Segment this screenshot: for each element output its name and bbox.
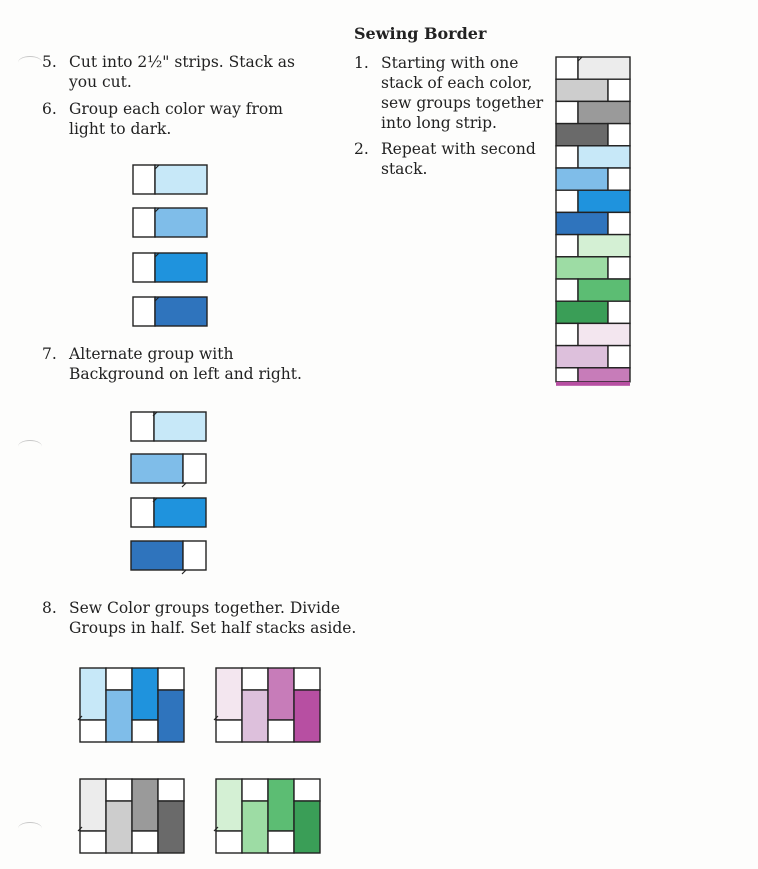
color-strip bbox=[242, 690, 268, 742]
background-square bbox=[133, 208, 155, 237]
background-square bbox=[608, 346, 630, 368]
step-number: 5. bbox=[42, 53, 57, 71]
color-strip bbox=[268, 668, 294, 720]
background-square bbox=[80, 720, 106, 742]
step-text-line: Background on left and right. bbox=[69, 365, 302, 383]
background-square bbox=[131, 412, 154, 441]
background-square bbox=[608, 301, 630, 323]
color-strip bbox=[578, 101, 630, 123]
background-square bbox=[133, 253, 155, 282]
background-square bbox=[556, 57, 578, 79]
color-strip bbox=[216, 668, 242, 720]
color-strip bbox=[578, 146, 630, 168]
border-strip-continuation bbox=[556, 382, 630, 386]
color-strip bbox=[80, 668, 106, 720]
step-number: 6. bbox=[42, 100, 57, 118]
background-square bbox=[608, 212, 630, 234]
background-square bbox=[268, 831, 294, 853]
background-square bbox=[242, 779, 268, 801]
background-square bbox=[268, 720, 294, 742]
step-text-line: sew groups together bbox=[381, 94, 544, 112]
color-strip bbox=[294, 801, 320, 853]
color-strip bbox=[242, 801, 268, 853]
color-strip bbox=[132, 668, 158, 720]
color-strip bbox=[556, 257, 608, 279]
step-number: 8. bbox=[42, 599, 57, 617]
background-square bbox=[106, 779, 132, 801]
background-square bbox=[556, 368, 578, 382]
color-strip bbox=[132, 779, 158, 831]
color-strip bbox=[131, 541, 183, 570]
step-8 bbox=[42, 598, 362, 638]
background-square bbox=[216, 720, 242, 742]
color-strip bbox=[158, 690, 184, 742]
step-text-line: Group each color way from bbox=[69, 100, 283, 118]
color-strip bbox=[155, 253, 207, 282]
color-strip bbox=[556, 124, 608, 146]
background-square bbox=[294, 779, 320, 801]
background-square bbox=[608, 257, 630, 279]
background-square bbox=[131, 498, 154, 527]
background-square bbox=[158, 779, 184, 801]
background-square bbox=[133, 297, 155, 326]
background-square bbox=[183, 541, 206, 570]
color-strip bbox=[155, 208, 207, 237]
color-strip bbox=[155, 165, 207, 194]
step-text-line: Cut into 2½" strips. Stack as bbox=[69, 53, 295, 71]
background-square bbox=[556, 323, 578, 345]
color-strip bbox=[294, 690, 320, 742]
background-square bbox=[183, 454, 206, 483]
step-text-line: Groups in half. Set half stacks aside. bbox=[69, 619, 357, 637]
background-square bbox=[132, 831, 158, 853]
color-strip bbox=[106, 801, 132, 853]
background-square bbox=[242, 668, 268, 690]
color-strip bbox=[154, 412, 206, 441]
background-square bbox=[556, 146, 578, 168]
step-number: 2. bbox=[354, 140, 369, 158]
color-strip bbox=[578, 190, 630, 212]
background-square bbox=[608, 79, 630, 101]
sewing-border-heading: Sewing Border bbox=[354, 24, 487, 43]
step-text-line: Sew Color groups together. Divide bbox=[69, 599, 341, 617]
color-strip bbox=[80, 779, 106, 831]
step-text-line: stack of each color, bbox=[381, 74, 533, 92]
step-text-line: you cut. bbox=[69, 73, 132, 91]
color-strip bbox=[158, 801, 184, 853]
color-strip bbox=[578, 57, 630, 79]
background-square bbox=[556, 279, 578, 301]
color-strip bbox=[556, 346, 608, 368]
background-square bbox=[556, 235, 578, 257]
background-square bbox=[133, 165, 155, 194]
color-strip bbox=[106, 690, 132, 742]
step-text-line: Alternate group with bbox=[69, 345, 234, 363]
background-square bbox=[608, 124, 630, 146]
color-strip bbox=[556, 168, 608, 190]
color-strip bbox=[216, 779, 242, 831]
step-number: 7. bbox=[42, 345, 57, 363]
color-strip bbox=[556, 79, 608, 101]
color-strip bbox=[578, 235, 630, 257]
step-text-line: light to dark. bbox=[69, 120, 172, 138]
background-square bbox=[556, 190, 578, 212]
border-step-1 bbox=[354, 53, 544, 133]
color-strip bbox=[578, 279, 630, 301]
color-strip bbox=[268, 779, 294, 831]
step-text-line: into long strip. bbox=[381, 114, 497, 132]
step-text-line: Repeat with second bbox=[381, 140, 536, 158]
background-square bbox=[106, 668, 132, 690]
step-number: 1. bbox=[354, 54, 369, 72]
color-strip bbox=[556, 301, 608, 323]
background-square bbox=[608, 168, 630, 190]
background-square bbox=[216, 831, 242, 853]
step-text-line: stack. bbox=[381, 160, 428, 178]
color-strip bbox=[578, 368, 630, 382]
color-strip bbox=[155, 297, 207, 326]
color-strip bbox=[154, 498, 206, 527]
step-text-line: Starting with one bbox=[381, 54, 519, 72]
color-strip bbox=[556, 212, 608, 234]
background-square bbox=[132, 720, 158, 742]
color-strip bbox=[578, 323, 630, 345]
background-square bbox=[80, 831, 106, 853]
border-step-2 bbox=[354, 139, 544, 179]
background-square bbox=[556, 101, 578, 123]
step-7 bbox=[42, 344, 342, 384]
color-strip bbox=[131, 454, 183, 483]
background-square bbox=[294, 668, 320, 690]
background-square bbox=[158, 668, 184, 690]
